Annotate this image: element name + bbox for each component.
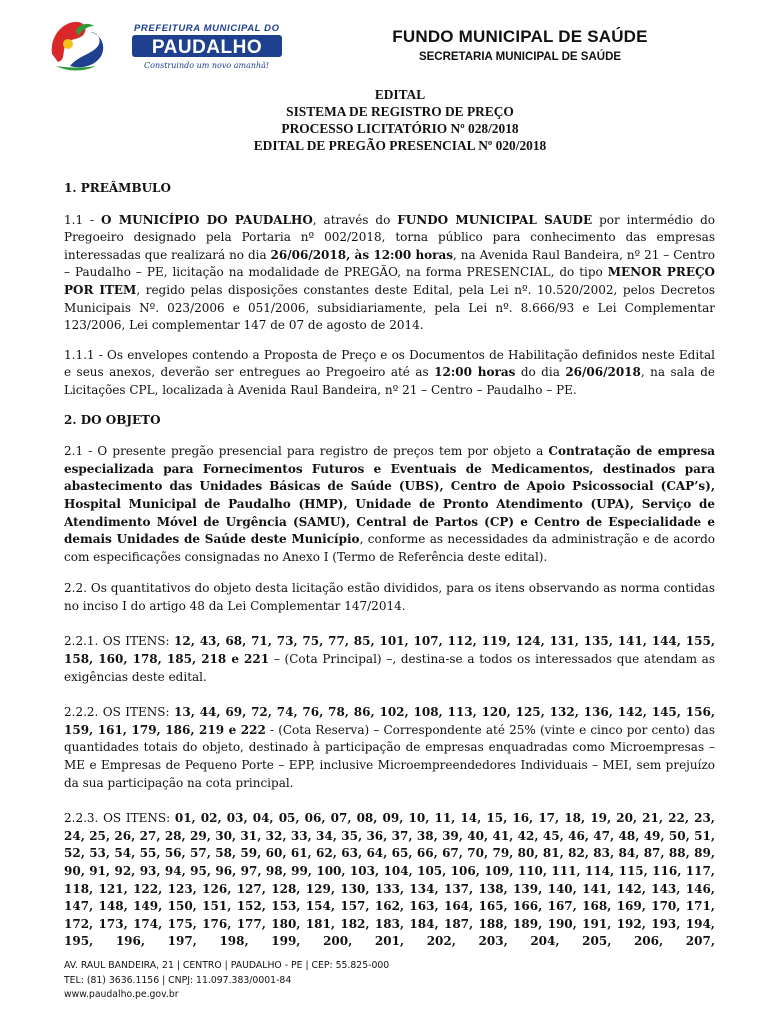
title-pregao: EDITAL DE PREGÃO PRESENCIAL Nº 020/2018 bbox=[253, 138, 547, 153]
paragraph-2-2: 2.2. Os quantitativos do objeto desta licitação estão divididos, para os itens observando as norma contidas no inciso I do artigo 48 da Lei Complementar 147/2014. bbox=[64, 581, 715, 613]
document-body bbox=[64, 180, 715, 951]
heading-objeto: 2. DO OBJETO bbox=[64, 412, 161, 427]
logo-line1: PREFEITURA MUNICIPAL DO bbox=[134, 23, 280, 34]
logo-line2: PAUDALHO bbox=[151, 37, 263, 58]
logo-emblem bbox=[52, 22, 104, 71]
paragraph-2-1: 2.1 - O presente pregão presencial para registro de preços tem por objeto a Contratação de empresa especializada para Fornecimentos Futuros e Eventuais de Medicamentos, destinados para abastecimento das Unidades Básicas de Saúde (UBS), Centro de Apoio Psicossocial (CAP’s), Hospital Municipal de Paudalho (HMP), Unidade de Pronto Atendimento (UPA), Serviço de Atendimento Móvel de Urgência (SAMU), Central de Partos (CP) e Centro de Especialidade e demais Unidades de Saúde deste Município, conforme as necessidades da administração e de acordo com especificações consignadas no Anexo I (Termo de Referência deste edital). bbox=[64, 444, 715, 564]
prefeitura-logo bbox=[48, 14, 288, 76]
page-footer bbox=[64, 959, 564, 1003]
org-title: FUNDO MUNICIPAL DE SAÚDE bbox=[392, 27, 648, 46]
title-processo: PROCESSO LICITATÓRIO Nº 028/2018 bbox=[281, 121, 519, 136]
footer-contact: TEL: (81) 3636.1156 | CNPJ: 11.097.383/0001-84 bbox=[64, 974, 292, 986]
paragraph-2-2-3: 2.2.3. OS ITENS: 01, 02, 03, 04, 05, 06, 07, 08, 09, 10, 11, 14, 15, 16, 17, 18, 19, 20, 21, 22, 23, 24, 25, 26, 27, 28, 29, 30, 31, 32, 33, 34, 35, 36, 37, 38, 39, 40, 41, 42, 45, 46, 47, 48, 49, 50, 51, 52, 53, 54, 55, 56, 57, 58, 59, 60, 61, 62, 63, 64, 65, 66, 67, 70, 79, 80, 81, 82, 83, 84, 87, 88, 89, 90, 91, 92, 93, 94, 95, 96, 97, 98, 99, 100, 103, 104, 105, 106, 109, 110, 111, 114, 115, 116, 117, 118, 121, 122, 123, 126, 127, 128, 129, 130, 133, 134, 137, 138, 139, 140, 141, 142, 143, 146, 147, 148, 149, 150, 151, 152, 153, 154, 157, 162, 163, 164, 165, 166, 167, 168, 169, 170, 171, 172, 173, 174, 175, 176, 177, 180, 181, 182, 183, 184, 187, 188, 189, 190, 191, 192, 193, 194, 195, 196, 197, 198, 199, 200, 201, 202, 203, 204, 205, 206, 207, bbox=[64, 811, 715, 949]
footer-website: www.paudalho.pe.gov.br bbox=[64, 989, 179, 1000]
title-sistema: SISTEMA DE REGISTRO DE PREÇO bbox=[286, 104, 514, 119]
title-edital: EDITAL bbox=[374, 87, 426, 102]
paragraph-1-1-1: 1.1.1 - Os envelopes contendo a Proposta de Preço e os Documentos de Habilitação definidos neste Edital e seus anexos, deverão ser entregues ao Pregoeiro até as 12:00 horas do dia 26/06/2018, na sala de Licitações CPL, localizada à Avenida Raul Bandeira, nº 21 – Centro – Paudalho – PE. bbox=[64, 347, 716, 397]
heading-preambulo: 1. PREÂMBULO bbox=[64, 181, 171, 195]
paragraph-2-2-2: 2.2.2. OS ITENS: 13, 44, 69, 72, 74, 76, 78, 86, 102, 108, 113, 120, 125, 132, 136, 142, 145, 156, 159, 161, 179, 186, 219 e 222 - (Cota Reserva) – Correspondente até 25% (vinte e cinco por cento) das quantidades totais do objeto, destinado à participação de empresas enquadradas como Microempresas – ME e Empresas de Pequeno Porte – EPP, inclusive Microempreendedores Individuais – MEI, sem prejuízo da sua participação na cota principal. bbox=[64, 705, 715, 790]
paragraph-1-1: 1.1 - O MUNICÍPIO DO PAUDALHO, através do FUNDO MUNICIPAL SAUDE por intermédio do Pregoeiro designado pela Portaria nº 002/2018, torna público para conhecimento das empresas interessadas que realizará no dia 26/06/2018, às 12:00 horas, na Avenida Raul Bandeira, nº 21 – Centro – Paudalho – PE, licitação na modalidade de PREGÃO, na forma PRESENCIAL, do tipo MENOR PREÇO POR ITEM, regido pelas disposições constantes deste Edital, pela Lei nº. 10.520/2002, pelos Decretos Municipais Nº. 023/2006 e 051/2006, subsidiariamente, pela Lei nº. 8.666/93 e Lei Complementar 123/2006, Lei complementar 147 de 07 de agosto de 2014. bbox=[64, 212, 715, 333]
paragraph-2-2-1: 2.2.1. OS ITENS: 12, 43, 68, 71, 73, 75, 77, 85, 101, 107, 112, 119, 124, 131, 135, 141, 144, 155, 158, 160, 178, 185, 218 e 221 – (Cota Principal) –, destina-se a todos os interessados que atendam as exigências deste edital. bbox=[64, 634, 715, 684]
org-header bbox=[350, 28, 690, 64]
document-titles bbox=[0, 86, 770, 154]
org-subtitle: SECRETARIA MUNICIPAL DE SAÚDE bbox=[418, 51, 622, 63]
footer-address: AV. RAUL BANDEIRA, 21 | CENTRO | PAUDALHO - PE | CEP: 55.825-000 bbox=[64, 960, 390, 971]
logo-tagline: Construindo um novo amanhã! bbox=[144, 61, 270, 70]
